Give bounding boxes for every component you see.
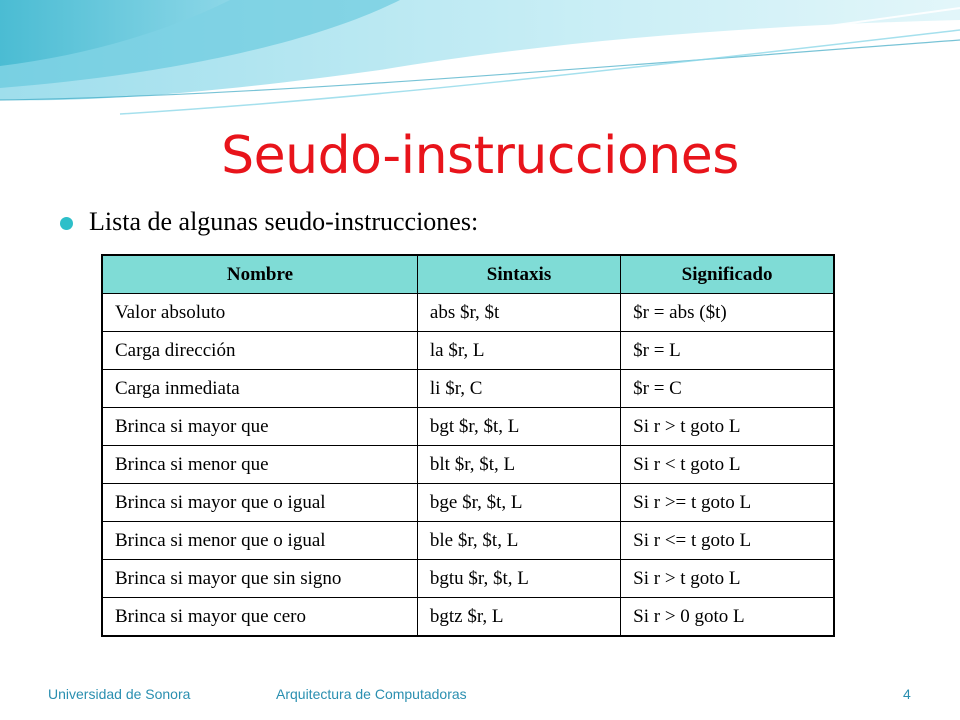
slide-title: Seudo-instrucciones [221,126,739,186]
bullet-item [60,207,478,237]
table-row [102,598,834,637]
cell-sintaxis: bgt $r, $t, L [417,408,620,446]
cell-nombre: Brinca si menor que [102,446,417,484]
table-row [102,370,834,408]
cell-significado: $r = abs ($t) [621,294,834,332]
cell-nombre: Brinca si mayor que cero [102,598,417,637]
decorative-waves [0,0,960,120]
footer-course: Arquitectura de Computadoras [276,686,467,702]
cell-nombre: Carga inmediata [102,370,417,408]
table-row [102,560,834,598]
pseudo-instructions-table [101,254,835,637]
cell-sintaxis: la $r, L [417,332,620,370]
footer-university: Universidad de Sonora [48,686,191,702]
cell-sintaxis: ble $r, $t, L [417,522,620,560]
column-header-nombre: Nombre [102,255,417,294]
cell-sintaxis: bgtz $r, L [417,598,620,637]
cell-significado: Si r > 0 goto L [621,598,834,637]
cell-sintaxis: bgtu $r, $t, L [417,560,620,598]
table-row [102,332,834,370]
cell-sintaxis: abs $r, $t [417,294,620,332]
cell-significado: Si r < t goto L [621,446,834,484]
table-row [102,446,834,484]
cell-significado: $r = L [621,332,834,370]
table-row [102,294,834,332]
cell-sintaxis: li $r, C [417,370,620,408]
cell-nombre: Brinca si mayor que o igual [102,484,417,522]
cell-significado: Si r <= t goto L [621,522,834,560]
column-header-sintaxis: Sintaxis [417,255,620,294]
table-row [102,522,834,560]
cell-sintaxis: bge $r, $t, L [417,484,620,522]
footer-page-number: 4 [903,686,911,702]
table-header-row [102,255,834,294]
bullet-dot-icon [60,217,73,230]
table-row [102,484,834,522]
table-row [102,408,834,446]
cell-nombre: Brinca si menor que o igual [102,522,417,560]
cell-nombre: Valor absoluto [102,294,417,332]
cell-nombre: Brinca si mayor que sin signo [102,560,417,598]
cell-nombre: Carga dirección [102,332,417,370]
cell-significado: Si r >= t goto L [621,484,834,522]
bullet-text: Lista de algunas seudo-instrucciones: [89,207,479,236]
cell-significado: $r = C [621,370,834,408]
cell-significado: Si r > t goto L [621,560,834,598]
cell-sintaxis: blt $r, $t, L [417,446,620,484]
cell-nombre: Brinca si mayor que [102,408,417,446]
column-header-significado: Significado [621,255,834,294]
cell-significado: Si r > t goto L [621,408,834,446]
